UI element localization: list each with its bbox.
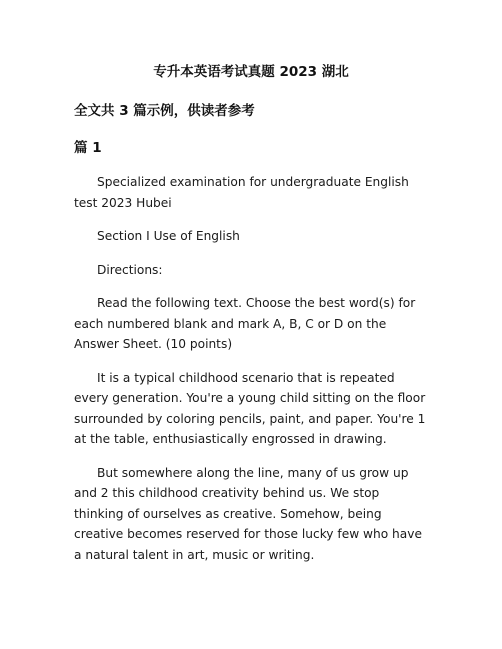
document-title: 专升本英语考试真题 2023 湖北 [153,64,349,80]
document-subtitle: 全文共 3 篇示例，供读者参考 [74,103,255,119]
paragraph: Section I Use of English [97,229,240,243]
section-heading: 篇 1 [74,140,102,156]
paragraph: It is a typical childhood scenario that is repeated every generation. You're a young child sitting on the floor surrounded by coloring pencils, paint, and paper. You're 1 at the table, enthusiastically engrossed in drawing. [74,370,426,446]
document-body [74,172,430,578]
paragraph: But somewhere along the line, many of us grow up and 2 this childhood creativity behind us. We stop thinking of ourselves as creative. Somehow, being creative becomes reserved for those lucky few who have a natural talent in art, music or writing. [74,465,422,562]
paragraph: Directions: [97,262,163,277]
paragraph: Specialized examination for undergraduate English test 2023 Hubei [74,175,409,210]
paragraph: Read the following text. Choose the best word(s) for each numbered blank and mark A, B, C or D on the Answer Sheet. (10 points) [74,296,416,351]
